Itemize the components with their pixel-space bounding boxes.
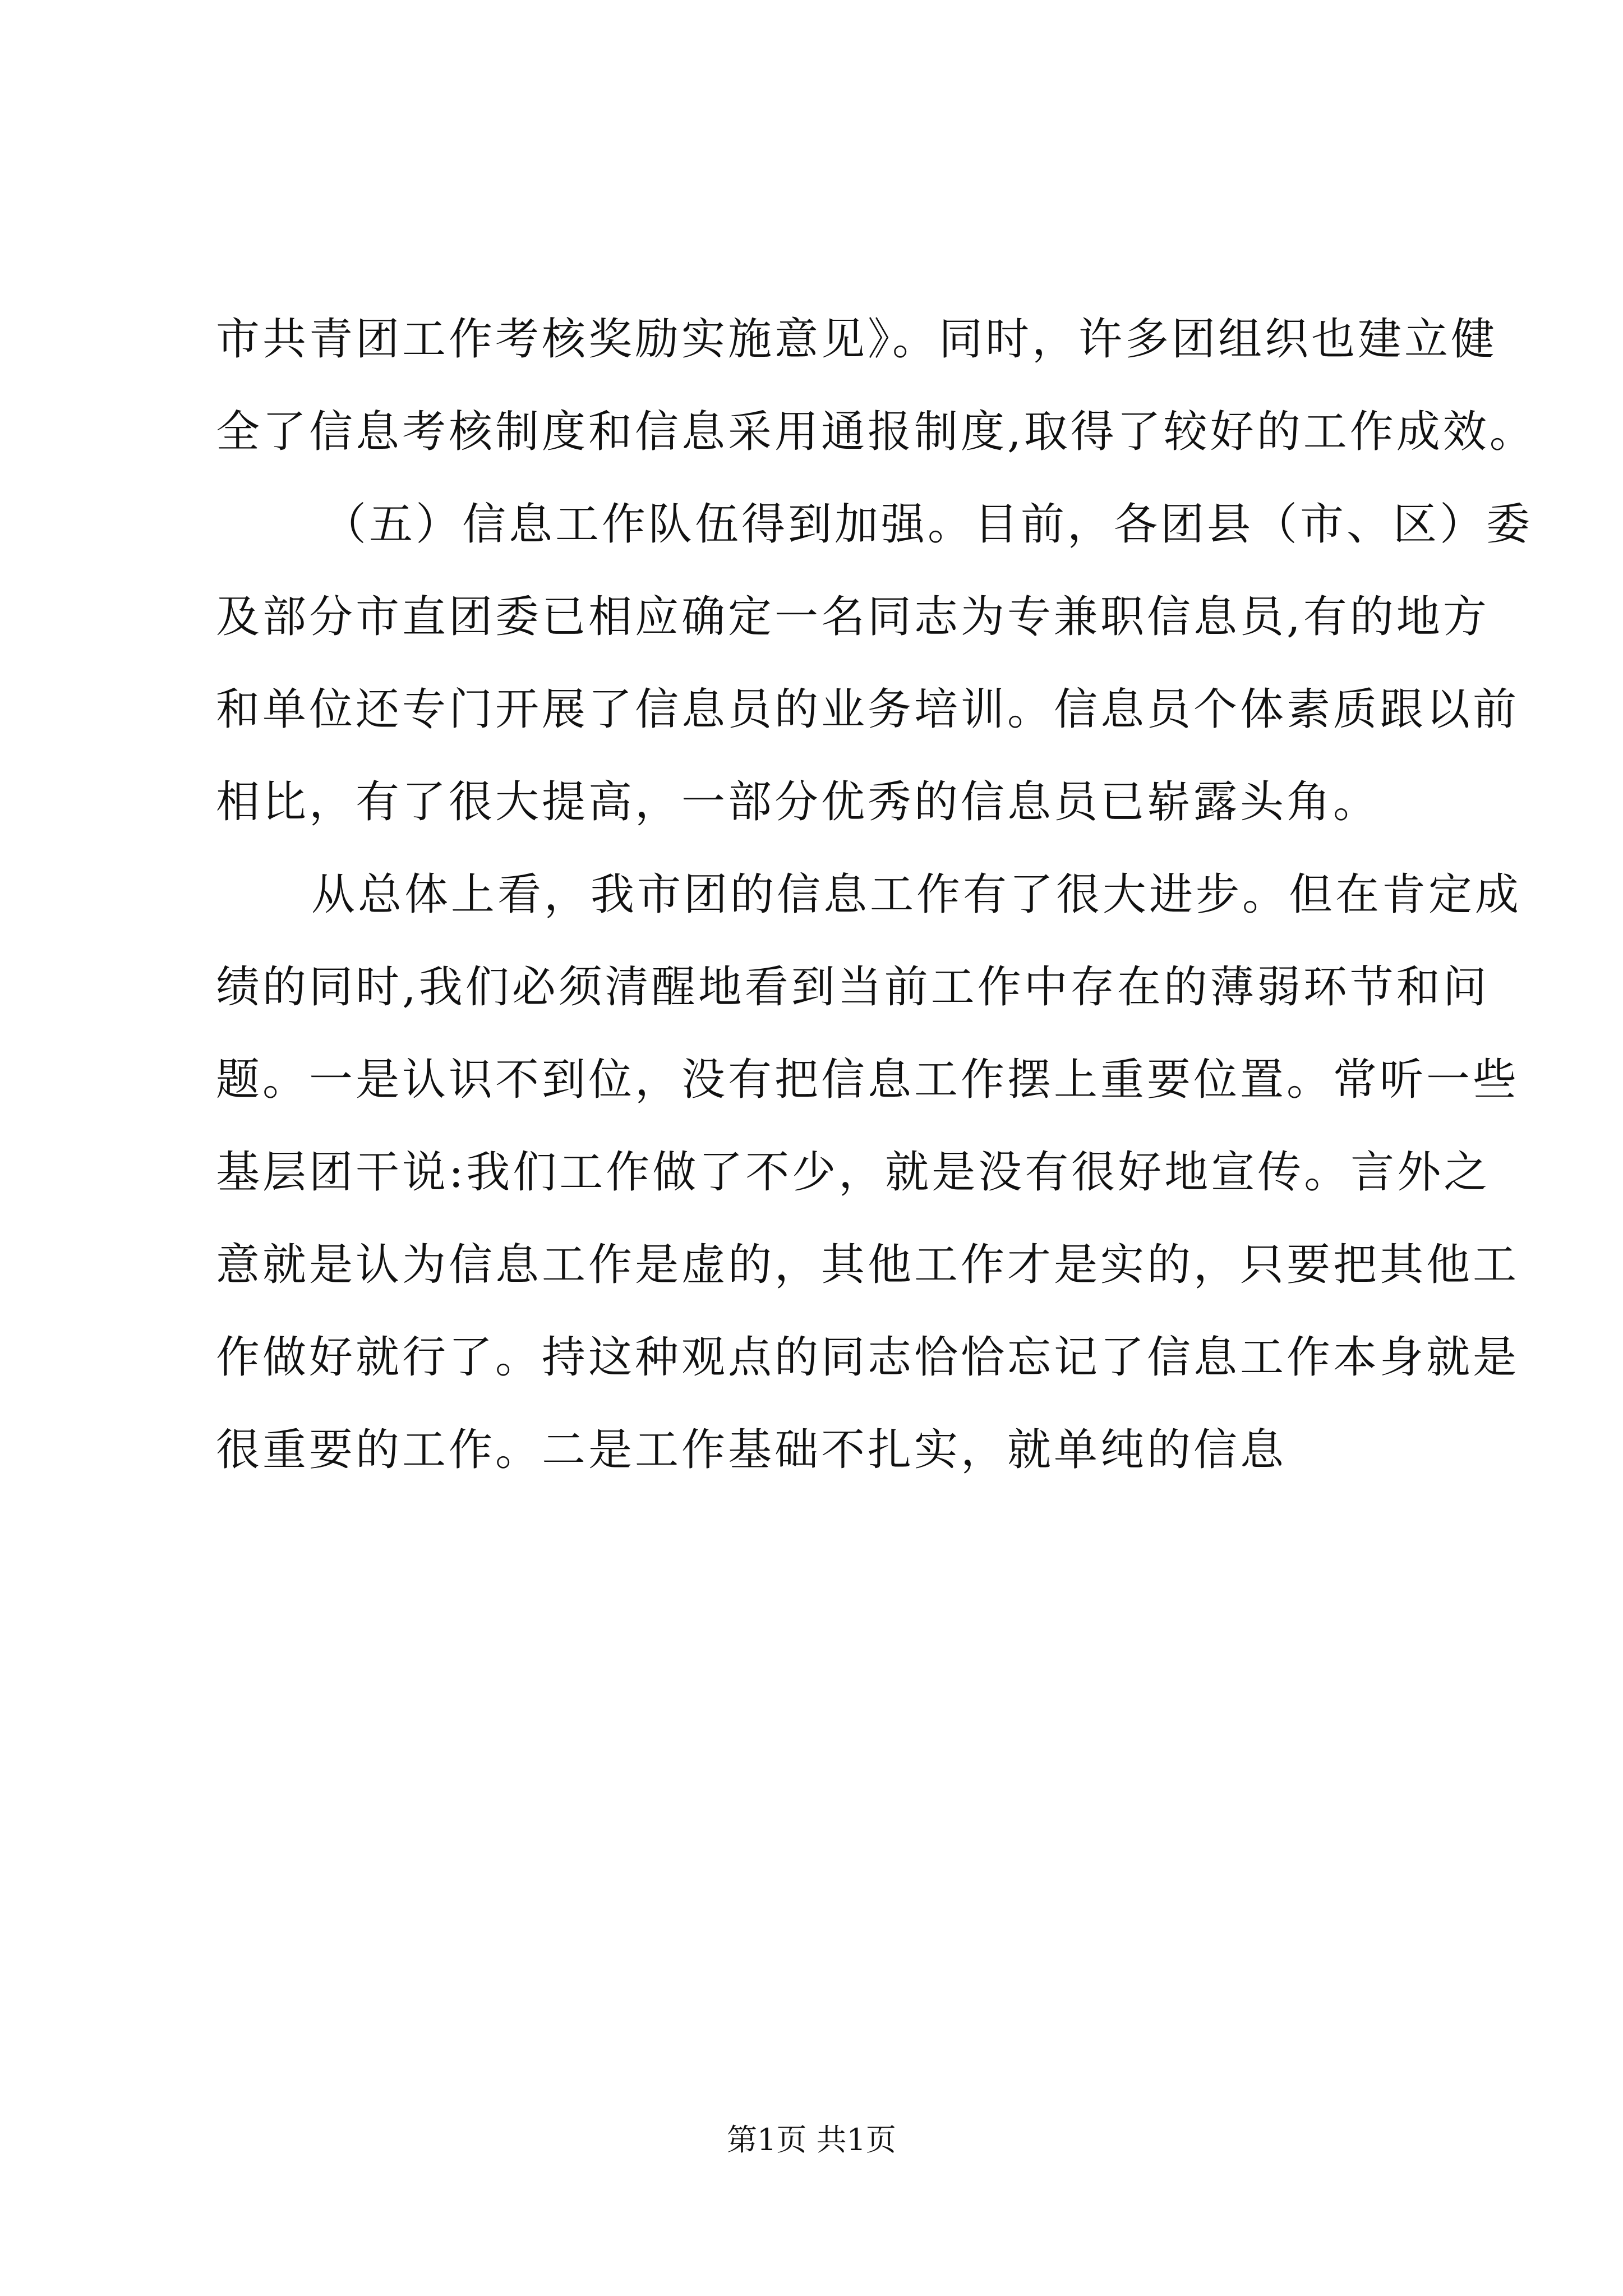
text-line: （五）信息工作队伍得到加强。目前，各团县（市、区）委 [322, 499, 1533, 550]
text-line: 和单位还专门开展了信息员的业务培训。信息员个体素质跟以前 [216, 684, 1520, 735]
text-line: 作做好就行了。持这种观点的同志恰恰忘记了信息工作本身就是 [216, 1332, 1520, 1383]
text-line: 及部分市直团委已相应确定一名同志为专兼职信息员,有的地方 [216, 592, 1490, 642]
text-line: 从总体上看，我市团的信息工作有了很大进步。但在肯定成 [311, 869, 1522, 920]
page-footer: 第1页 共1页 [727, 2122, 896, 2157]
text-line: 基层团干说:我们工作做了不少，就是没有很好地宣传。言外之 [216, 1147, 1491, 1198]
text-line: 意就是认为信息工作是虚的，其他工作才是实的，只要把其他工 [216, 1240, 1520, 1290]
text-line: 全了信息考核制度和信息采用通报制度,取得了较好的工作成效。 [216, 407, 1536, 457]
text-line: 很重要的工作。二是工作基础不扎实，就单纯的信息 [216, 1425, 1287, 1475]
text-line: 市共青团工作考核奖励实施意见》。同时，许多团组织也建立健 [216, 314, 1498, 365]
text-line: 题。一是认识不到位，没有把信息工作摆上重要位置。常听一些 [216, 1055, 1520, 1105]
text-line: 相比，有了很大提高，一部分优秀的信息员已崭露头角。 [216, 777, 1380, 827]
text-line: 绩的同时,我们必须清醒地看到当前工作中存在的薄弱环节和问 [216, 962, 1490, 1013]
